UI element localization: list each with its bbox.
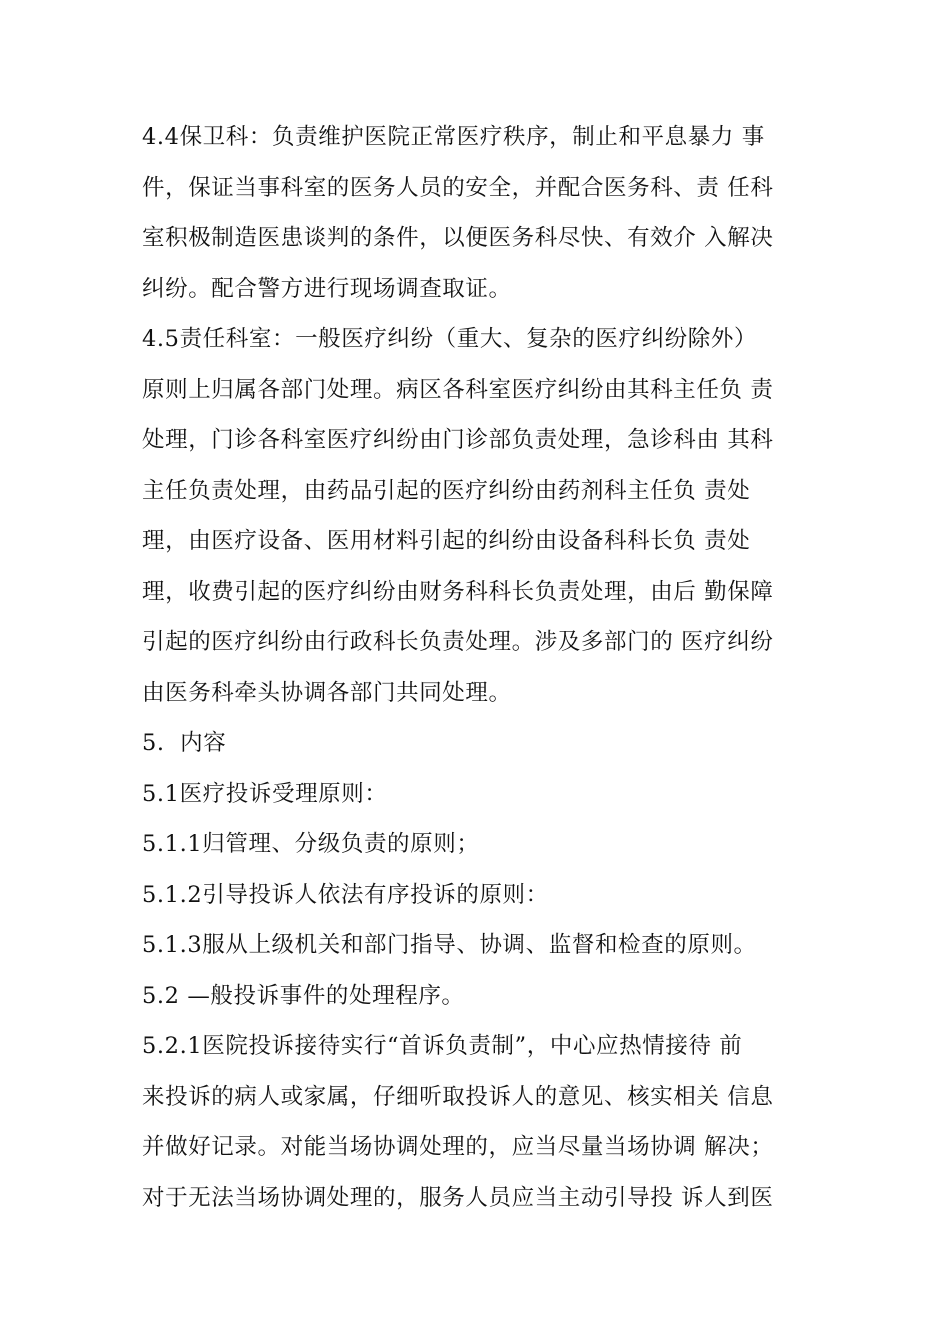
text-line: 5.1.1归管理、分级负责的原则； (142, 831, 480, 857)
text-line: 对于无法当场协调处理的，服务人员应当主动引导投 诉人到医 (142, 1184, 774, 1211)
text-line: 室积极制造医患谈判的条件，以便医务科尽快、有效介 入解决 (142, 225, 774, 251)
text-line: 纠纷。配合警方进行现场调查取证。 (142, 275, 512, 302)
text-line: 4.5责任科室：一般医疗纠纷（重大、复杂的医疗纠纷除外） (142, 326, 758, 352)
section-heading: 5. 内容 (142, 730, 227, 756)
text-line: 引起的医疗纠纷由行政科长负责处理。涉及多部门的 医疗纠纷 (142, 629, 774, 655)
text-line: 件，保证当事科室的医务人员的安全，并配合医务科、责 任科 (142, 174, 774, 201)
text-line: 理，由医疗设备、医用材料引起的纠纷由设备科科长负 责处 (142, 528, 751, 554)
text-line: 主任负责处理，由药品引起的医疗纠纷由药剂科主任负 责处 (142, 477, 751, 504)
text-line: 4.4保卫科：负责维护医院正常医疗秩序，制止和平息暴力 事 (142, 124, 765, 150)
text-line: 原则上归属各部门处理。病区各科室医疗纠纷由其科主任负 责 (142, 376, 774, 403)
text-line: 理，收费引起的医疗纠纷由财务科科长负责处理，由后 勤保障 (142, 578, 774, 605)
text-line: 5.2 —般投诉事件的处理程序。 (142, 982, 465, 1009)
text-line: 5.1.3服从上级机关和部门指导、协调、监督和检查的原则。 (142, 932, 757, 958)
text-line: 5.1医疗投诉受理原则： (142, 780, 388, 807)
text-line: 并做好记录。对能当场协调处理的，应当尽量当场协调 解决； (142, 1134, 774, 1160)
text-line: 5.2.1医院投诉接待实行“首诉负责制”，中心应热情接待 前 (142, 1033, 743, 1059)
document-page (142, 112, 832, 1223)
text-line: 5.1.2引导投诉人依法有序投诉的原则： (142, 881, 549, 908)
text-line: 来投诉的病人或家属，仔细听取投诉人的意见、核实相关 信息 (142, 1083, 774, 1110)
text-line: 由医务科牵头协调各部门共同处理。 (142, 679, 512, 706)
text-line: 处理，门诊各科室医疗纠纷由门诊部负责处理，急诊科由 其科 (142, 427, 774, 453)
